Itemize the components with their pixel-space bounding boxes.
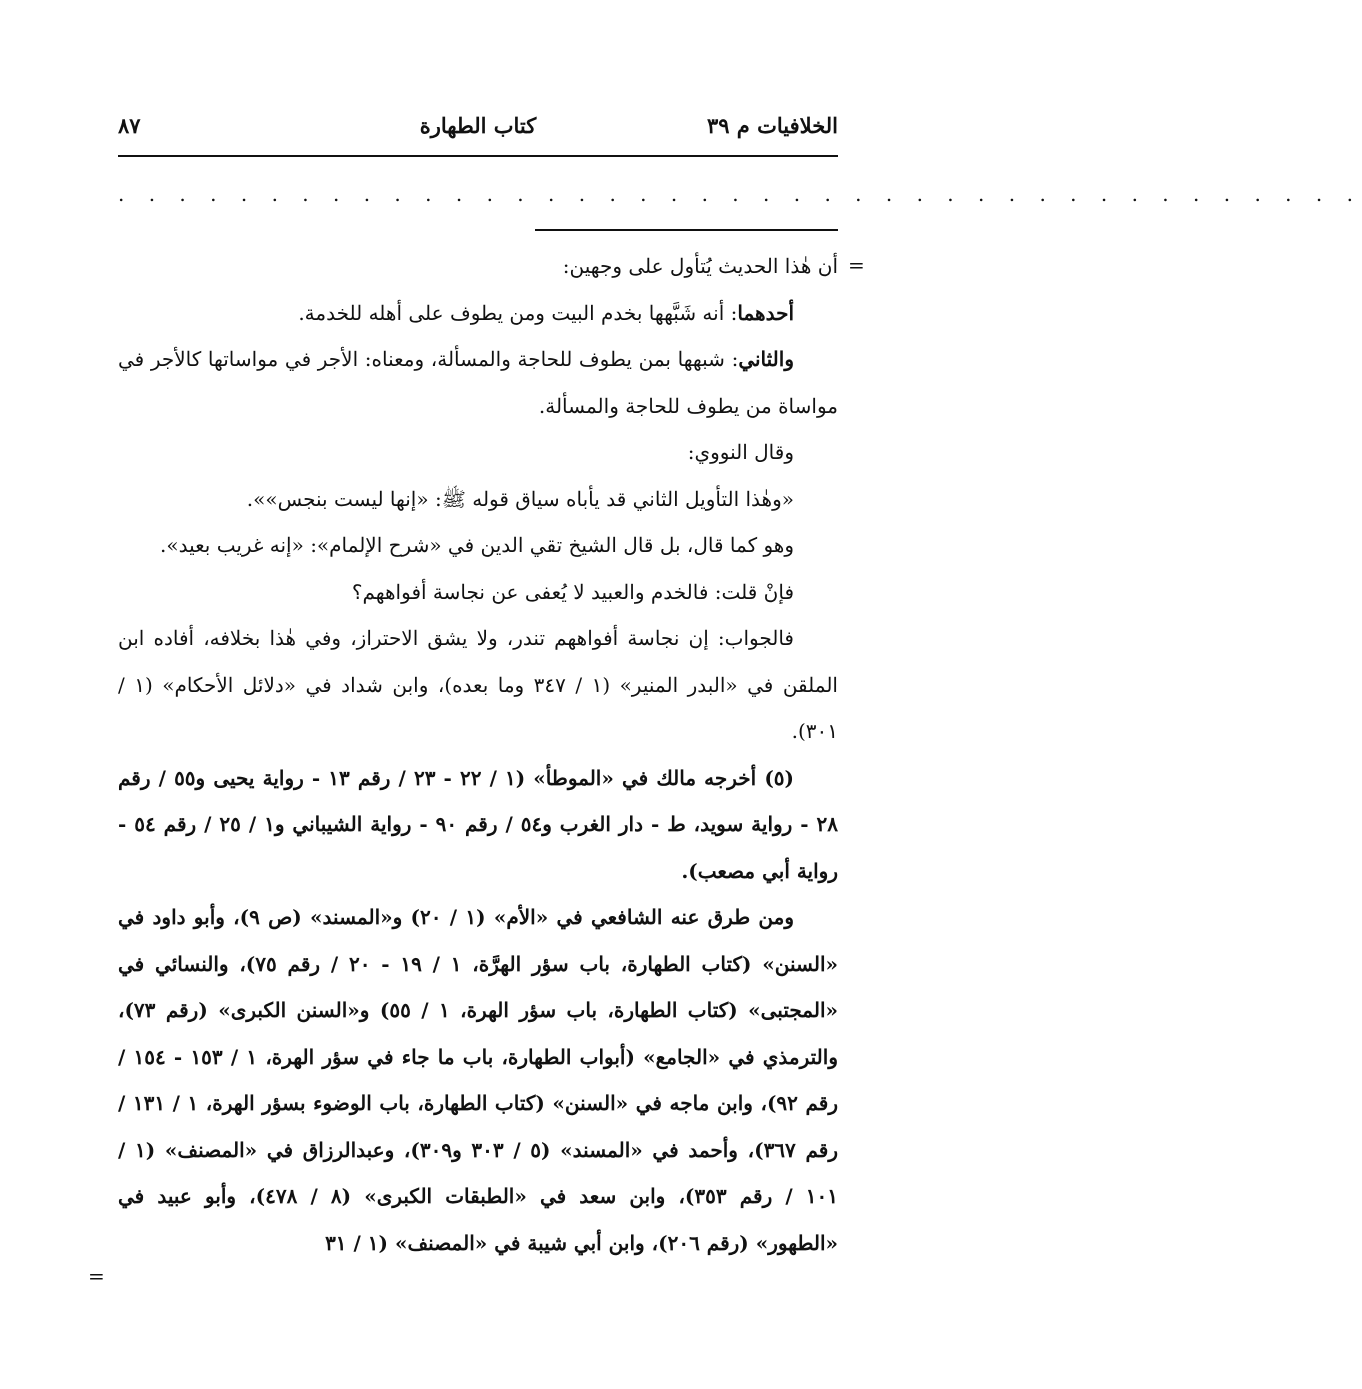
section-title: كتاب الطهارة	[419, 113, 537, 138]
main-text-dots: . . . . . . . . . . . . . . . . . . . . . . . . . . . . . . . . . . . . . . . . .	[118, 182, 1362, 206]
footnotes	[118, 243, 838, 1266]
footnote-paragraph: وهو كما قال، بل قال الشيخ تقي الدين في «شرح الإلمام»: «إنه غريب بعيد».	[160, 533, 794, 557]
chapter-running-title: الخلافيات م ٣٩	[706, 113, 838, 138]
footnote-paragraph	[118, 336, 838, 429]
footnote-quote: «وهٰذا التأويل الثاني قد يأباه سياق قوله ﷺ: «إنها ليست بنجس»».	[246, 486, 794, 511]
page-number: ٨٧	[118, 113, 141, 138]
footnote-paragraph: وقال النووي:	[687, 440, 794, 464]
footnote-paragraph: فالجواب: إن نجاسة أفواههم تندر، ولا يشق الاحتراز، وفي هٰذا بخلافه، أفاده ابن الملقن في «البدر المنير» (١ / ٣٤٧ وما بعده)، وابن شداد في «دلائل الأحكام» (١ / ٣٠١).	[118, 626, 838, 743]
paragraph-text: : أنه شَبَّهها بخدم البيت ومن يطوف على أهله للخدمة.	[298, 300, 738, 325]
footnote-paragraph	[118, 290, 838, 337]
continuation-mark-bottom: =	[88, 1264, 105, 1288]
footnote-paragraph: أن هٰذا الحديث يُتأول على وجهين:	[562, 254, 838, 278]
footnote-paragraph: ومن طرق عنه الشافعي في «الأم» (١ / ٢٠) و«المسند» (ص ٩)، وأبو داود في «السنن» (كتاب الطهارة، باب سؤر الهرَّة، ١ / ١٩ - ٢٠ / رقم ٧٥)، والنسائي في «المجتبى» (كتاب الطهارة، باب سؤر الهرة، ١ / ٥٥) و«السنن الكبرى» (رقم ٧٣)، والترمذي في «الجامع» (أبواب الطهارة، باب ما جاء في سؤر الهرة، ١ / ١٥٣ - ١٥٤ / رقم ٩٢)، وابن ماجه في «السنن» (كتاب الطهارة، باب الوضوء بسؤر الهرة، ١ / ١٣١ / رقم ٣٦٧)، وأحمد في «المسند» (٥ / ٣٠٣ و٣٠٩)، وعبدالرزاق في «المصنف» (١ / ١٠١ / رقم ٣٥٣)، وابن سعد في «الطبقات الكبرى» (٨ / ٤٧٨)، وأبو عبيد في «الطهور» (رقم ٢٠٦)، وابن أبي شيبة في «المصنف» (١ / ٣١	[118, 905, 839, 1255]
paragraph-label: أحدهما	[737, 300, 794, 325]
continuation-mark-top: =	[848, 253, 865, 277]
header-divider	[118, 155, 838, 157]
footnote-paragraph: فإنْ قلت: فالخدم والعبيد لا يُعفى عن نجاسة أفواههم؟	[351, 579, 794, 604]
paragraph-label: والثاني	[738, 347, 794, 371]
paragraph-text: : شبهها بمن يطوف للحاجة والمسألة، ومعناه: الأجر في مواساتها كالأجر في مواساة من يطوف للحاجة والمسألة.	[118, 347, 838, 418]
page-header	[118, 113, 838, 153]
footnote-separator	[535, 229, 838, 231]
footnote-paragraph: (٥) أخرجه مالك في «الموطأ» (١ / ٢٢ - ٢٣ / رقم ١٣ - رواية يحيى و٥٥ / رقم ٢٨ - رواية سويد، ط - دار الغرب و٥٤ / رقم ٩٠ - رواية الشيباني و١ / ٢٥ / رقم ٥٤ - رواية أبي مصعب).	[118, 765, 838, 883]
